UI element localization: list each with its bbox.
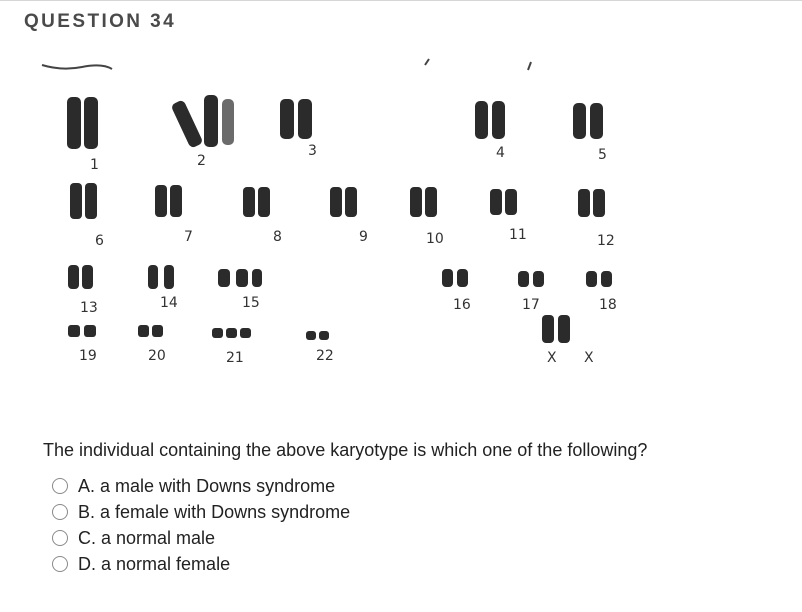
chromosome-pair-1: [67, 97, 98, 149]
chromosome-pair-15: [218, 269, 262, 287]
radio-button-b[interactable]: [52, 504, 68, 520]
option-b-text: B. a female with Downs syndrome: [78, 501, 351, 522]
radio-button-a[interactable]: [52, 478, 68, 494]
label-22: 22: [316, 348, 334, 364]
label-19: 19: [79, 348, 97, 364]
label-15: 15: [242, 295, 260, 311]
chromosome-pair-13: [68, 265, 93, 289]
label-20: 20: [148, 348, 166, 364]
label-3: 3: [308, 143, 317, 159]
chromosome-pair-2: [171, 95, 234, 149]
chromosome-pair-10: [410, 187, 437, 217]
chromosome-pair-6: [70, 183, 97, 219]
option-b[interactable]: [52, 499, 350, 525]
option-a-text: A. a male with Downs syndrome: [78, 475, 336, 496]
label-x-1: X: [547, 350, 557, 366]
option-d-text: D. a normal female: [78, 553, 231, 574]
chromosome-pair-14: [148, 265, 174, 289]
chromosome-pair-20: [138, 325, 163, 337]
label-6: 6: [95, 233, 104, 249]
label-x-2: X: [584, 350, 594, 366]
label-4: 4: [496, 145, 505, 161]
label-5: 5: [598, 147, 607, 163]
chromosome-pair-xx: [542, 315, 570, 343]
chromosome-pair-8: [243, 187, 270, 217]
option-a[interactable]: [52, 473, 350, 499]
option-c-text: C. a normal male: [78, 527, 216, 548]
label-9: 9: [359, 229, 368, 245]
label-11: 11: [509, 227, 527, 243]
label-10: 10: [426, 231, 444, 247]
chromosome-pair-3: [280, 99, 312, 139]
label-2: 2: [197, 153, 206, 169]
label-1: 1: [90, 157, 99, 173]
chromosome-pair-18: [586, 271, 612, 287]
label-13: 13: [80, 300, 98, 316]
chromosome-trisomy-21: [212, 328, 251, 338]
label-17: 17: [522, 297, 540, 313]
question-number-heading: QUESTION 34: [24, 11, 177, 32]
karyotype-image: [40, 55, 660, 385]
label-18: 18: [599, 297, 617, 313]
chromosome-pair-9: [330, 187, 357, 217]
chromosome-pair-22: [306, 331, 329, 340]
label-21: 21: [226, 350, 244, 366]
answer-options: [52, 473, 350, 577]
label-16: 16: [453, 297, 471, 313]
chromosome-pair-5: [573, 103, 603, 139]
chromosome-pair-7: [155, 185, 182, 217]
option-d[interactable]: [52, 551, 350, 577]
chromosome-pair-11: [490, 189, 517, 215]
chromosome-pair-16: [442, 269, 468, 287]
label-14: 14: [160, 295, 178, 311]
label-12: 12: [597, 233, 615, 249]
label-7: 7: [184, 229, 193, 245]
question-prompt: The individual containing the above karyotype is which one of the following?: [43, 440, 648, 460]
chromosome-pair-12: [578, 189, 605, 217]
top-divider: [0, 0, 802, 1]
radio-button-d[interactable]: [52, 556, 68, 572]
radio-button-c[interactable]: [52, 530, 68, 546]
chromosome-pair-17: [518, 271, 544, 287]
label-8: 8: [273, 229, 282, 245]
chromosome-pair-4: [475, 101, 505, 139]
chromosome-pair-19: [68, 325, 96, 337]
option-c[interactable]: [52, 525, 350, 551]
